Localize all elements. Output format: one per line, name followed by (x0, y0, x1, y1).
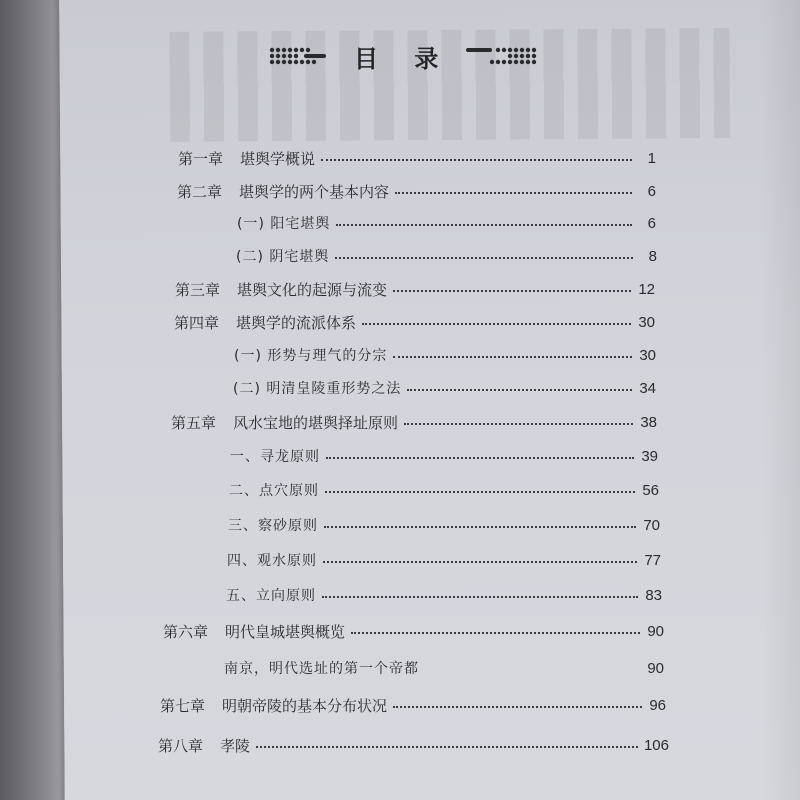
toc-title: 堪舆学概说 (240, 149, 316, 168)
dot-leader (325, 491, 635, 493)
toc-page-number: 90 (647, 622, 664, 640)
toc-entry[interactable] (227, 546, 661, 574)
toc-page-number: 96 (649, 696, 666, 714)
toc-chapter: 第三章 (175, 280, 221, 299)
toc-title: 堪舆学的流派体系 (236, 313, 357, 332)
toc-title: (一) 阳宅堪舆 (237, 216, 331, 232)
toc-page-number: 34 (639, 379, 656, 397)
toc-title: (二) 阴宅堪舆 (236, 249, 330, 265)
toc-title: 堪舆文化的起源与流变 (237, 280, 388, 299)
dot-leader (322, 596, 638, 598)
toc-entry[interactable] (158, 731, 669, 759)
toc-chapter: 第七章 (160, 696, 206, 715)
toc-title: 明代皇城堪舆概览 (225, 622, 346, 641)
dot-leader (323, 561, 637, 563)
dot-leader (351, 632, 640, 634)
toc-title: 明朝帝陵的基本分布状况 (222, 696, 388, 715)
dot-leader (393, 356, 632, 358)
toc-title: 一、寻龙原则 (230, 449, 320, 465)
toc-title: 三、察砂原则 (228, 518, 318, 534)
toc-chapter: 第一章 (178, 149, 224, 168)
toc-chapter: 第五章 (171, 413, 217, 432)
dot-leader (326, 457, 634, 459)
dot-leader (321, 159, 632, 161)
toc-page-number: 6 (647, 214, 656, 232)
toc-entry[interactable] (234, 341, 656, 369)
toc-page-number: 30 (638, 313, 655, 331)
toc-page-number: 38 (640, 413, 657, 431)
toc-title: (二) 明清皇陵重形势之法 (233, 381, 402, 397)
toc-entry[interactable] (233, 374, 656, 402)
toc-page-number: 56 (642, 481, 659, 499)
toc-page-number: 90 (647, 659, 664, 677)
toc-title: 南京，明代选址的第一个帝都 (224, 661, 419, 677)
toc-entry[interactable] (237, 209, 656, 237)
toc-page-number: 6 (647, 182, 656, 200)
toc-entry[interactable] (229, 476, 659, 504)
toc-entry[interactable] (230, 442, 658, 470)
dot-leader (256, 746, 638, 748)
toc-entry[interactable] (177, 177, 656, 205)
toc-page-number: 106 (643, 736, 669, 754)
toc-page-number: 83 (645, 586, 662, 604)
toc-chapter: 第六章 (163, 622, 209, 641)
toc-page-number: 1 (647, 149, 656, 167)
dot-leader (393, 290, 631, 292)
toc-title: 孝陵 (220, 736, 251, 755)
toc-entry[interactable] (175, 275, 655, 303)
toc-page-number: 12 (638, 280, 655, 298)
page-title: 目 录 (354, 44, 453, 73)
toc-title: 风水宝地的堪舆择址原则 (233, 413, 399, 432)
dot-leader (395, 192, 632, 194)
dot-leader (393, 706, 642, 708)
toc-chapter: 第八章 (158, 736, 204, 755)
toc-entry[interactable] (224, 654, 664, 682)
toc-entry[interactable] (228, 511, 660, 539)
toc-page-number: 70 (643, 516, 660, 534)
toc-entry[interactable] (163, 617, 664, 645)
toc-title: (一) 形势与理气的分宗 (234, 348, 388, 364)
toc-entry[interactable] (171, 408, 657, 436)
dot-leader (407, 389, 632, 391)
toc-page-number: 39 (641, 447, 658, 465)
toc-title: 五、立向原则 (226, 588, 316, 604)
dot-leader (336, 224, 632, 226)
toc-title: 二、点穴原则 (229, 483, 319, 499)
toc-entry[interactable] (236, 242, 657, 270)
toc-title: 四、观水原则 (227, 553, 317, 569)
dot-leader (404, 423, 633, 425)
dot-leader (335, 257, 633, 259)
toc-entry[interactable] (160, 691, 666, 719)
toc-chapter: 第四章 (174, 313, 220, 332)
toc-entry[interactable] (178, 144, 656, 172)
toc-entry[interactable] (174, 308, 655, 336)
toc-entry[interactable] (226, 581, 662, 609)
dot-leader (362, 323, 631, 325)
toc-title: 堪舆学的两个基本内容 (239, 182, 390, 201)
toc-chapter: 第二章 (177, 182, 223, 201)
toc-page-number: 30 (639, 346, 656, 364)
toc-page-number: 8 (648, 247, 657, 265)
toc-page-number: 77 (644, 551, 661, 569)
dot-leader (324, 526, 636, 528)
